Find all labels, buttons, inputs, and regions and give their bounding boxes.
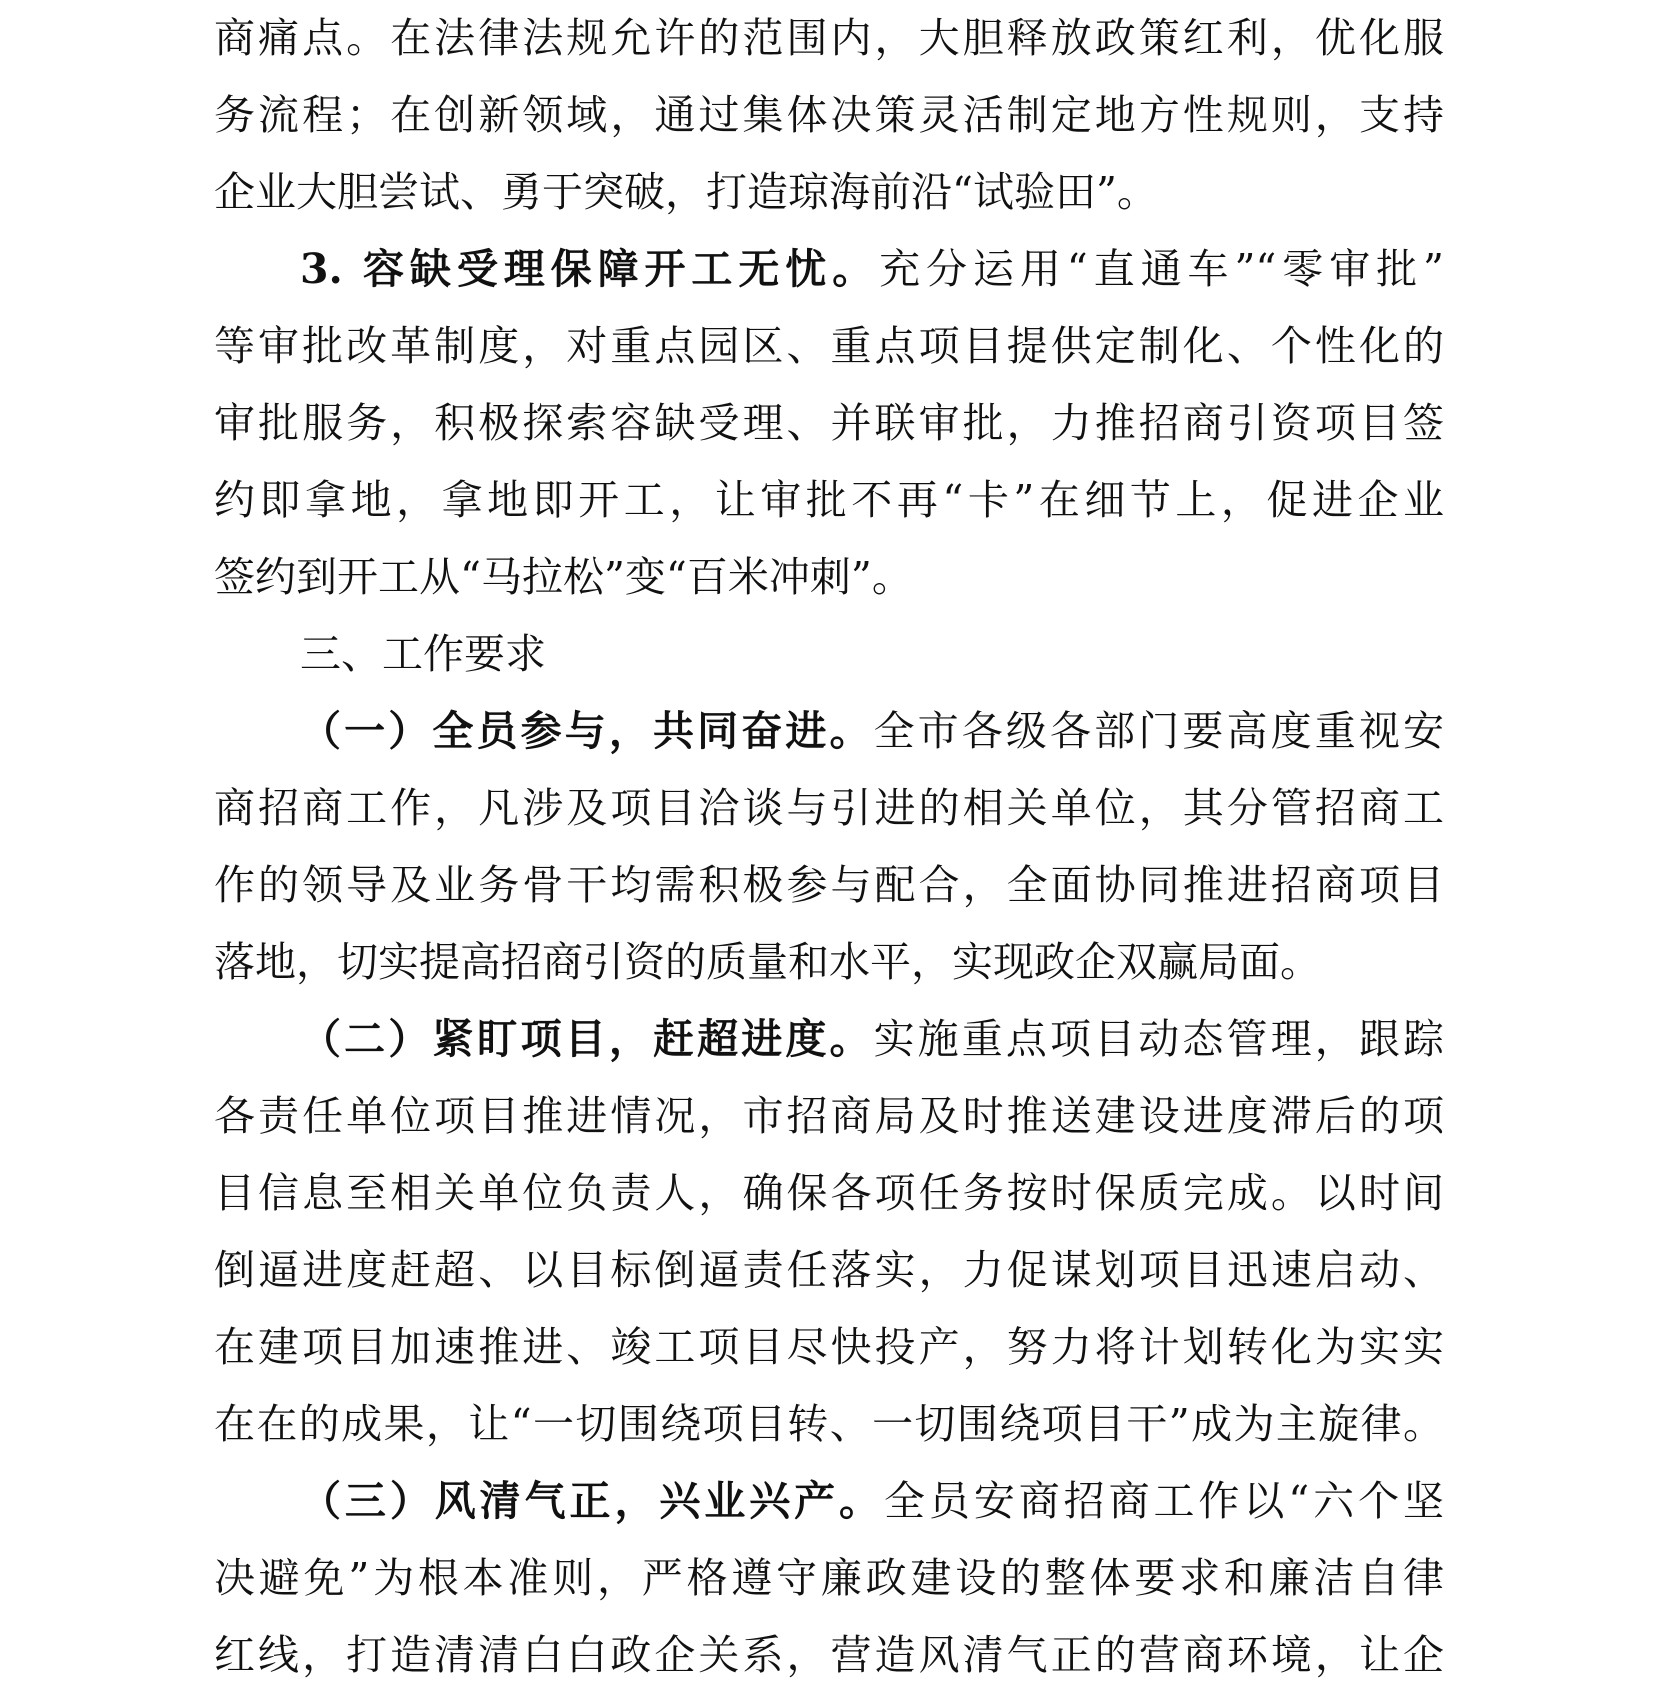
section-heading: 三、工作要求	[300, 630, 546, 678]
paragraph-first-line	[214, 1001, 1444, 1078]
paragraph-lead: 3. 容缺受理保障开工无忧。	[300, 245, 880, 293]
text-line: 目信息至相关单位负责人，确保各项任务按时保质完成。以时间	[214, 1169, 1444, 1217]
paragraph-text: 全市各级各部门要高度重视安	[873, 707, 1445, 755]
text-line: 各责任单位项目推进情况，市招商局及时推送建设进度滞后的项	[214, 1092, 1444, 1140]
paragraph-first-line	[214, 231, 1444, 308]
text-line: 约即拿地，拿地即开工，让审批不再“卡”在细节上，促进企业	[214, 476, 1444, 524]
text-line: 签约到开工从“马拉松”变“百米冲刺”。	[214, 553, 913, 601]
text-line: 决避免”为根本准则，严格遵守廉政建设的整体要求和廉洁自律	[214, 1554, 1444, 1602]
text-line: 企业大胆尝试、勇于突破，打造琼海前沿“试验田”。	[214, 168, 1158, 216]
paragraph-text: 实施重点项目动态管理，跟踪	[873, 1015, 1445, 1063]
text-line: 落地，切实提高招商引资的质量和水平，实现政企双赢局面。	[214, 938, 1321, 986]
text-line: 等审批改革制度，对重点园区、重点项目提供定制化、个性化的	[214, 322, 1444, 370]
paragraph-lead: （一）全员参与，共同奋进。	[300, 707, 874, 755]
text-line: 商痛点。在法律法规允许的范围内，大胆释放政策红利，优化服	[214, 14, 1444, 62]
paragraph-lead: （三）风清气正，兴业兴产。	[300, 1477, 884, 1525]
paragraph-first-line	[214, 693, 1444, 770]
text-line: 审批服务，积极探索容缺受理、并联审批，力推招商引资项目签	[214, 399, 1444, 447]
text-line: 倒逼进度赶超、以目标倒逼责任落实，力促谋划项目迅速启动、	[214, 1246, 1444, 1294]
document-body	[214, 0, 1444, 1694]
paragraph-lead: （二）紧盯项目，赶超进度。	[300, 1015, 874, 1063]
text-line: 在建项目加速推进、竣工项目尽快投产，努力将计划转化为实实	[214, 1323, 1444, 1371]
paragraph-text: 充分运用“直通车”“零审批”	[879, 245, 1445, 293]
text-line: 在在的成果，让“一切围绕项目转、一切围绕项目干”成为主旋律。	[214, 1400, 1444, 1448]
text-line: 务流程；在创新领域，通过集体决策灵活制定地方性规则，支持	[214, 91, 1444, 139]
paragraph-first-line	[214, 1463, 1444, 1540]
paragraph-text: 全员安商招商工作以“六个坚	[883, 1477, 1444, 1525]
text-line: 作的领导及业务骨干均需积极参与配合，全面协同推进招商项目	[214, 861, 1444, 909]
text-line: 红线，打造清清白白政企关系，营造风清气正的营商环境，让企	[214, 1631, 1444, 1679]
text-line: 商招商工作，凡涉及项目洽谈与引进的相关单位，其分管招商工	[214, 784, 1444, 832]
